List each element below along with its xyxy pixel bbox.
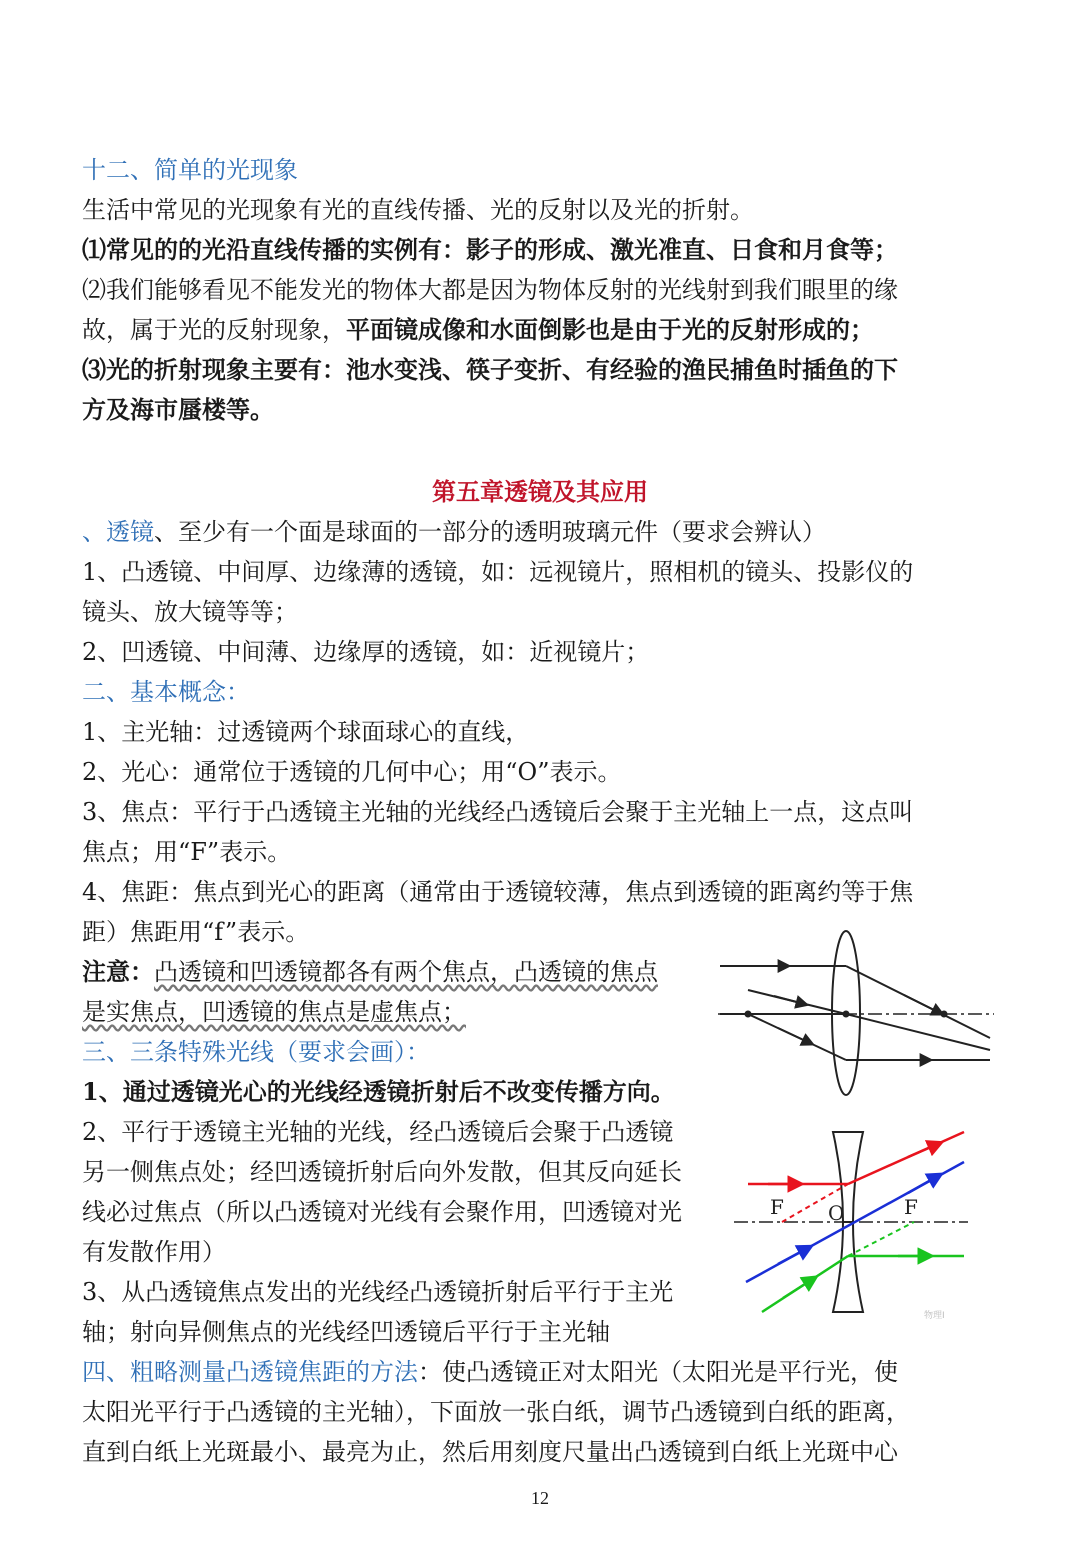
note-line-1 bbox=[82, 956, 658, 988]
ray-rule-3b: 轴；射向异侧焦点的光线经凹透镜后平行于主光轴 bbox=[82, 1318, 610, 1346]
point-2b-plain: 故，属于光的反射现象， bbox=[82, 316, 346, 344]
lens-term: 透镜 bbox=[106, 518, 154, 546]
point-2b-bold: 平面镜成像和水面倒影也是由于光的反射形成的； bbox=[346, 315, 874, 344]
lens-definition-rest: 、至少有一个面是球面的一部分的透明玻璃元件（要求会辨认） bbox=[154, 518, 826, 546]
note-text-a: 凸透镜和凹透镜都各有两个焦点，凸透镜的焦点 bbox=[154, 958, 658, 986]
lens-definition bbox=[82, 516, 826, 548]
concept-principal-axis: 1、主光轴：过透镜两个球面球心的直线， bbox=[82, 718, 530, 746]
section-12-title: 十二、简单的光现象 bbox=[82, 156, 298, 184]
section-12-point-1: ⑴常见的的光沿直线传播的实例有：影子的形成、激光准直、日食和月食等； bbox=[82, 235, 898, 264]
concept-focal-length-a: 4、焦距：焦点到光心的距离（通常由于透镜较薄，焦点到透镜的距离约等于焦 bbox=[82, 878, 914, 906]
measure-title: 四、粗略测量凸透镜焦距的方法 bbox=[82, 1358, 418, 1386]
watermark-text: 物理I bbox=[924, 1311, 945, 1321]
page-number: 12 bbox=[531, 1488, 549, 1508]
optical-center-label: O bbox=[828, 1201, 845, 1225]
lens-pre: 、 bbox=[82, 518, 106, 546]
ray-rule-2a: 2、平行于透镜主光轴的光线，经凸透镜后会聚于凸透镜 bbox=[82, 1118, 674, 1146]
section-12-point-2a: ⑵我们能够看见不能发光的物体大都是因为物体反射的光线射到我们眼里的缘 bbox=[82, 276, 898, 304]
note-label: 注意： bbox=[82, 957, 154, 986]
convex-lens-line-1: 1、凸透镜、中间厚、边缘薄的透镜，如：远视镜片，照相机的镜头、投影仪的 bbox=[82, 558, 914, 586]
ray-rule-2c: 线必过焦点（所以凸透镜对光线有会聚作用，凹透镜对光 bbox=[82, 1198, 682, 1226]
concept-focus-b: 焦点；用“F”表示。 bbox=[82, 838, 292, 866]
concepts-title: 二、基本概念： bbox=[82, 678, 250, 706]
focus-label-right: F bbox=[904, 1195, 918, 1219]
convex-lens-line-2: 镜头、放大镜等等； bbox=[82, 598, 298, 626]
note-line-2: 是实焦点，凹透镜的焦点是虚焦点； bbox=[82, 998, 466, 1026]
ray-rule-2d: 有发散作用） bbox=[82, 1238, 226, 1266]
measure-line-1-rest: ：使凸透镜正对太阳光（太阳光是平行光，使 bbox=[418, 1358, 898, 1386]
ray-rule-1: 1、通过透镜光心的光线经透镜折射后不改变传播方向。 bbox=[82, 1077, 675, 1106]
convex-lens-ray-figure bbox=[714, 928, 996, 1098]
measure-line-3: 直到白纸上光斑最小、最亮为止，然后用刻度尺量出凸透镜到白纸上光斑中心 bbox=[82, 1438, 898, 1466]
concept-focal-length-b: 距）焦距用“f”表示。 bbox=[82, 918, 310, 946]
concave-lens-ray-figure bbox=[728, 1124, 976, 1324]
measure-line-1 bbox=[82, 1356, 898, 1388]
chapter-title: 第五章透镜及其应用 bbox=[432, 477, 648, 506]
section-12-point-2b bbox=[82, 314, 874, 346]
ray-rule-3a: 3、从凸透镜焦点发出的光线经凸透镜折射后平行于主光 bbox=[82, 1278, 674, 1306]
ray-rule-2b: 另一侧焦点处；经凹透镜折射后向外发散，但其反向延长 bbox=[82, 1158, 682, 1186]
concave-lens-line: 2、凹透镜、中间薄、边缘厚的透镜，如：近视镜片； bbox=[82, 638, 650, 666]
concept-focus-a: 3、焦点：平行于凸透镜主光轴的光线经凸透镜后会聚于主光轴上一点，这点叫 bbox=[82, 798, 914, 826]
section-12-intro: 生活中常见的光现象有光的直线传播、光的反射以及光的折射。 bbox=[82, 196, 754, 224]
measure-line-2: 太阳光平行于凸透镜的主光轴），下面放一张白纸，调节凸透镜到白纸的距离， bbox=[82, 1398, 910, 1426]
section-12-point-3b: 方及海市蜃楼等。 bbox=[82, 395, 274, 424]
section-12-point-3a: ⑶光的折射现象主要有：池水变浅、筷子变折、有经验的渔民捕鱼时插鱼的下 bbox=[82, 355, 898, 384]
focus-label-left: F bbox=[770, 1195, 784, 1219]
concept-optical-center: 2、光心：通常位于透镜的几何中心；用“O”表示。 bbox=[82, 758, 622, 786]
rays-title: 三、三条特殊光线（要求会画）： bbox=[82, 1038, 430, 1066]
